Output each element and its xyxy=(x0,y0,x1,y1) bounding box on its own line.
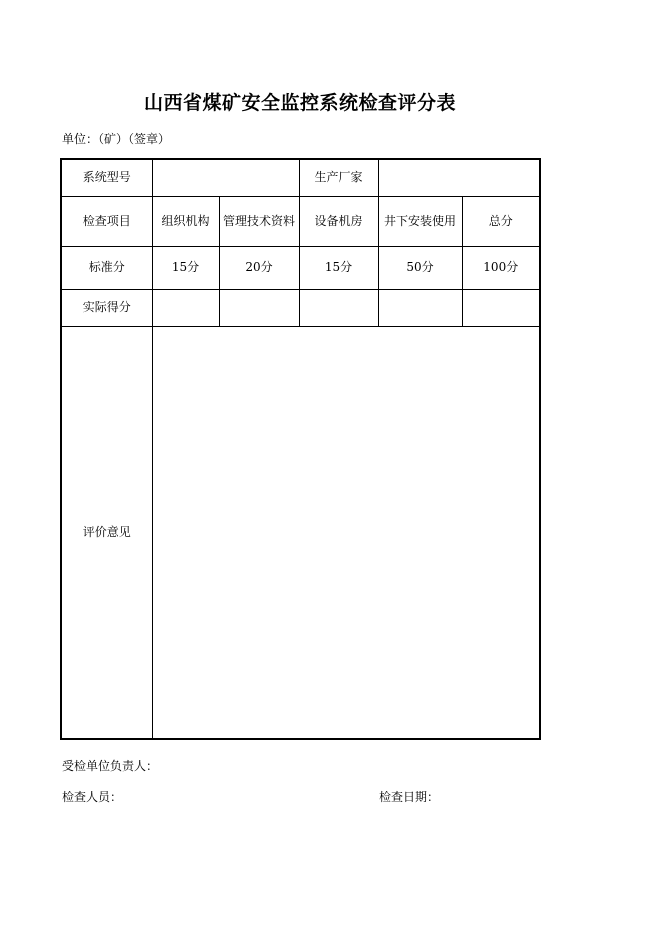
actual-score-total[interactable] xyxy=(462,289,540,326)
item-total: 总分 xyxy=(462,196,540,246)
evaluation-form-table xyxy=(60,158,541,740)
item-equipment-room: 设备机房 xyxy=(299,196,378,246)
table-row xyxy=(61,246,540,289)
table-row xyxy=(61,159,540,196)
inspector-label: 检查人员： xyxy=(62,790,123,804)
inspection-item-label: 检查项目 xyxy=(61,196,152,246)
item-organization: 组织机构 xyxy=(152,196,219,246)
actual-score-equipment-room[interactable] xyxy=(299,289,378,326)
evaluation-opinion-label: 评价意见 xyxy=(61,326,152,739)
page-title: 山西省煤矿安全监控系统检查评分表 xyxy=(143,92,456,114)
actual-score-management-docs[interactable] xyxy=(219,289,299,326)
manufacturer-label: 生产厂家 xyxy=(299,159,378,196)
inspection-date-label: 检查日期： xyxy=(379,790,440,804)
actual-score-underground-installation[interactable] xyxy=(378,289,462,326)
actual-score-label: 实际得分 xyxy=(61,289,152,326)
standard-score-total: 100分 xyxy=(462,246,540,289)
responsible-person-label: 受检单位负责人： xyxy=(62,759,159,773)
table-row xyxy=(61,196,540,246)
standard-score-management-docs: 20分 xyxy=(219,246,299,289)
standard-score-label: 标准分 xyxy=(61,246,152,289)
standard-score-underground-installation: 50分 xyxy=(378,246,462,289)
system-model-label: 系统型号 xyxy=(61,159,152,196)
actual-score-organization[interactable] xyxy=(152,289,219,326)
table-row xyxy=(61,289,540,326)
unit-line: 单位：（矿）（签章） xyxy=(62,132,171,146)
system-model-field[interactable] xyxy=(152,159,299,196)
item-underground-installation: 井下安装使用 xyxy=(378,196,462,246)
table-row xyxy=(61,326,540,739)
standard-score-equipment-room: 15分 xyxy=(299,246,378,289)
evaluation-opinion-field[interactable] xyxy=(152,326,540,739)
standard-score-organization: 15分 xyxy=(152,246,219,289)
manufacturer-field[interactable] xyxy=(378,159,540,196)
item-management-docs: 管理技术资料 xyxy=(219,196,299,246)
